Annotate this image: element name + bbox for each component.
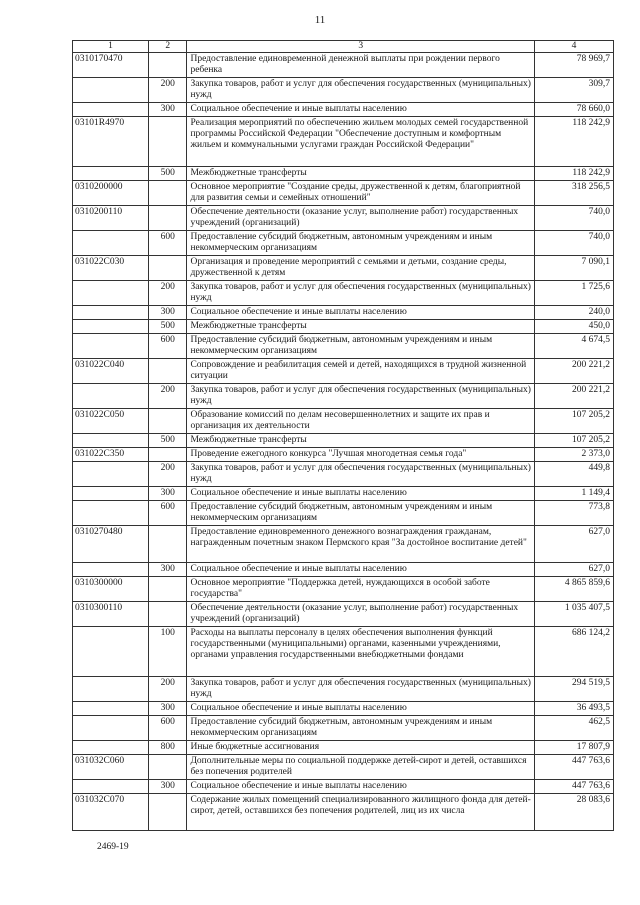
row-amount-cell: 627,0: [534, 526, 613, 563]
row-expense-type-cell: 300: [148, 487, 186, 501]
row-code-cell: [73, 103, 149, 117]
header-cell-3: 3: [187, 41, 534, 53]
row-code-cell: [73, 780, 149, 794]
row-expense-type-cell: [148, 602, 186, 627]
budget-table: [72, 40, 614, 831]
table-row: [73, 755, 614, 780]
table-row: [73, 167, 614, 181]
row-code-cell: 0310170470: [73, 53, 149, 78]
table-row: [73, 359, 614, 384]
row-amount-cell: 447 763,6: [534, 780, 613, 794]
row-name-cell: Предоставление единовременного денежного вознаграждения гражданам, награжденным почетным знаком Пермского края "За достойное воспитание детей": [187, 526, 534, 563]
table-row: [73, 501, 614, 526]
table-row: [73, 577, 614, 602]
row-name-cell: Социальное обеспечение и иные выплаты населению: [187, 487, 534, 501]
row-expense-type-cell: 200: [148, 462, 186, 487]
table-row: [73, 677, 614, 702]
row-name-cell: Предоставление субсидий бюджетным, автономным учреждениям и иным некоммерческим организациям: [187, 334, 534, 359]
table-row: [73, 181, 614, 206]
row-amount-cell: 627,0: [534, 563, 613, 577]
row-expense-type-cell: 800: [148, 741, 186, 755]
row-name-cell: Социальное обеспечение и иные выплаты населению: [187, 702, 534, 716]
table-row: [73, 78, 614, 103]
row-code-cell: 0310300110: [73, 602, 149, 627]
row-amount-cell: 28 083,6: [534, 794, 613, 831]
table-row: [73, 206, 614, 231]
row-name-cell: Иные бюджетные ассигнования: [187, 741, 534, 755]
row-name-cell: Предоставление субсидий бюджетным, автономным учреждениям и иным некоммерческим организациям: [187, 231, 534, 256]
row-amount-cell: 200 221,2: [534, 359, 613, 384]
row-amount-cell: 4 865 859,6: [534, 577, 613, 602]
row-code-cell: [73, 320, 149, 334]
row-expense-type-cell: 300: [148, 780, 186, 794]
row-expense-type-cell: [148, 359, 186, 384]
row-expense-type-cell: [148, 448, 186, 462]
table-row: [73, 448, 614, 462]
row-code-cell: 0310300000: [73, 577, 149, 602]
row-code-cell: [73, 702, 149, 716]
table-row: [73, 487, 614, 501]
row-expense-type-cell: 600: [148, 231, 186, 256]
row-code-cell: [73, 462, 149, 487]
row-expense-type-cell: [148, 206, 186, 231]
row-amount-cell: 200 221,2: [534, 384, 613, 409]
row-code-cell: 031022С350: [73, 448, 149, 462]
table-row: [73, 320, 614, 334]
row-code-cell: 031022С040: [73, 359, 149, 384]
row-code-cell: [73, 334, 149, 359]
row-amount-cell: 78 660,0: [534, 103, 613, 117]
row-code-cell: [73, 677, 149, 702]
row-name-cell: Обеспечение деятельности (оказание услуг, выполнение работ) государственных учреждений (организаций): [187, 206, 534, 231]
row-expense-type-cell: [148, 526, 186, 563]
row-name-cell: Закупка товаров, работ и услуг для обеспечения государственных (муниципальных) нужд: [187, 281, 534, 306]
row-code-cell: [73, 306, 149, 320]
row-expense-type-cell: 300: [148, 103, 186, 117]
row-name-cell: Межбюджетные трансферты: [187, 434, 534, 448]
table-row: [73, 334, 614, 359]
row-expense-type-cell: [148, 755, 186, 780]
row-expense-type-cell: 600: [148, 716, 186, 741]
row-amount-cell: 240,0: [534, 306, 613, 320]
table-row: [73, 434, 614, 448]
table-row: [73, 462, 614, 487]
table-row: [73, 281, 614, 306]
row-name-cell: Социальное обеспечение и иные выплаты населению: [187, 780, 534, 794]
row-amount-cell: 78 969,7: [534, 53, 613, 78]
table-row: [73, 627, 614, 677]
table-row: [73, 794, 614, 831]
row-amount-cell: 449,8: [534, 462, 613, 487]
row-code-cell: 031022С030: [73, 256, 149, 281]
row-name-cell: Предоставление субсидий бюджетным, автономным учреждениям и иным некоммерческим организациям: [187, 716, 534, 741]
row-expense-type-cell: 600: [148, 334, 186, 359]
row-code-cell: [73, 487, 149, 501]
table-row: [73, 103, 614, 117]
row-expense-type-cell: 600: [148, 501, 186, 526]
row-expense-type-cell: [148, 256, 186, 281]
row-code-cell: [73, 741, 149, 755]
row-name-cell: Содержание жилых помещений специализированного жилищного фонда для детей-сирот, детей, оставшихся без попечения родителей, лиц из их числа: [187, 794, 534, 831]
row-code-cell: [73, 434, 149, 448]
table-row: [73, 117, 614, 167]
row-amount-cell: 740,0: [534, 231, 613, 256]
table-row: [73, 741, 614, 755]
row-amount-cell: 36 493,5: [534, 702, 613, 716]
row-amount-cell: 447 763,6: [534, 755, 613, 780]
row-code-cell: [73, 563, 149, 577]
row-amount-cell: 1 035 407,5: [534, 602, 613, 627]
row-name-cell: Реализация мероприятий по обеспечению жильем молодых семей государственной программы Российской Федерации "Обеспечение доступным и комфортным жильем и коммунальными услугами граждан Российской Федерации": [187, 117, 534, 167]
document-number: 2469-19: [97, 842, 129, 852]
row-name-cell: Проведение ежегодного конкурса "Лучшая многодетная семья года": [187, 448, 534, 462]
row-expense-type-cell: 500: [148, 320, 186, 334]
row-name-cell: Дополнительные меры по социальной поддержке детей-сирот и детей, оставшихся без попечения родителей: [187, 755, 534, 780]
header-cell-1: 1: [73, 41, 149, 53]
row-expense-type-cell: 500: [148, 434, 186, 448]
row-name-cell: Расходы на выплаты персоналу в целях обеспечения выполнения функций государственными (муниципальными) органами, казенными учреждениями, органами управления государственными внебюджетными фондами: [187, 627, 534, 677]
row-name-cell: Закупка товаров, работ и услуг для обеспечения государственных (муниципальных) нужд: [187, 78, 534, 103]
row-code-cell: 0310200000: [73, 181, 149, 206]
row-name-cell: Обеспечение деятельности (оказание услуг, выполнение работ) государственных учреждений (организаций): [187, 602, 534, 627]
row-expense-type-cell: 100: [148, 627, 186, 677]
row-amount-cell: 1 725,6: [534, 281, 613, 306]
row-amount-cell: 4 674,5: [534, 334, 613, 359]
row-code-cell: [73, 627, 149, 677]
row-name-cell: Закупка товаров, работ и услуг для обеспечения государственных (муниципальных) нужд: [187, 384, 534, 409]
row-expense-type-cell: [148, 794, 186, 831]
row-name-cell: Межбюджетные трансферты: [187, 167, 534, 181]
row-amount-cell: 107 205,2: [534, 409, 613, 434]
row-amount-cell: 740,0: [534, 206, 613, 231]
header-cell-4: 4: [534, 41, 613, 53]
table-row: [73, 306, 614, 320]
row-code-cell: [73, 167, 149, 181]
table-row: [73, 409, 614, 434]
row-code-cell: 031032С070: [73, 794, 149, 831]
table-row: [73, 526, 614, 563]
row-amount-cell: 309,7: [534, 78, 613, 103]
row-name-cell: Образование комиссий по делам несовершеннолетних и защите их прав и организация их деятельности: [187, 409, 534, 434]
table-row: [73, 384, 614, 409]
row-amount-cell: 462,5: [534, 716, 613, 741]
row-name-cell: Закупка товаров, работ и услуг для обеспечения государственных (муниципальных) нужд: [187, 677, 534, 702]
row-code-cell: [73, 384, 149, 409]
row-expense-type-cell: [148, 181, 186, 206]
row-expense-type-cell: 300: [148, 702, 186, 716]
table-row: [73, 53, 614, 78]
row-expense-type-cell: [148, 53, 186, 78]
row-amount-cell: 107 205,2: [534, 434, 613, 448]
row-code-cell: 0310270480: [73, 526, 149, 563]
page-number: 11: [314, 14, 326, 26]
row-expense-type-cell: 200: [148, 281, 186, 306]
table-header-row: [73, 41, 614, 53]
row-code-cell: 0310200110: [73, 206, 149, 231]
row-amount-cell: 2 373,0: [534, 448, 613, 462]
row-amount-cell: 450,0: [534, 320, 613, 334]
table-row: [73, 716, 614, 741]
row-amount-cell: 1 149,4: [534, 487, 613, 501]
row-expense-type-cell: 500: [148, 167, 186, 181]
row-expense-type-cell: 200: [148, 384, 186, 409]
row-name-cell: Предоставление единовременной денежной выплаты при рождении первого ребенка: [187, 53, 534, 78]
row-expense-type-cell: [148, 409, 186, 434]
row-name-cell: Организация и проведение мероприятий с семьями и детьми, создание среды, дружественной к детям: [187, 256, 534, 281]
row-code-cell: 03101R4970: [73, 117, 149, 167]
table-row: [73, 780, 614, 794]
row-code-cell: [73, 78, 149, 103]
row-expense-type-cell: [148, 577, 186, 602]
table-row: [73, 602, 614, 627]
row-amount-cell: 318 256,5: [534, 181, 613, 206]
row-expense-type-cell: 300: [148, 306, 186, 320]
row-code-cell: [73, 231, 149, 256]
row-name-cell: Социальное обеспечение и иные выплаты населению: [187, 103, 534, 117]
row-name-cell: Основное мероприятие "Поддержка детей, нуждающихся в особой заботе государства": [187, 577, 534, 602]
row-expense-type-cell: 200: [148, 78, 186, 103]
table-row: [73, 256, 614, 281]
table-row: [73, 702, 614, 716]
row-amount-cell: 773,8: [534, 501, 613, 526]
row-amount-cell: 7 090,1: [534, 256, 613, 281]
row-amount-cell: 294 519,5: [534, 677, 613, 702]
row-amount-cell: 17 807,9: [534, 741, 613, 755]
row-code-cell: [73, 501, 149, 526]
row-amount-cell: 686 124,2: [534, 627, 613, 677]
row-name-cell: Сопровождение и реабилитация семей и детей, находящихся в трудной жизненной ситуации: [187, 359, 534, 384]
table-row: [73, 563, 614, 577]
table-row: [73, 231, 614, 256]
row-name-cell: Закупка товаров, работ и услуг для обеспечения государственных (муниципальных) нужд: [187, 462, 534, 487]
row-name-cell: Предоставление субсидий бюджетным, автономным учреждениям и иным некоммерческим организациям: [187, 501, 534, 526]
row-code-cell: [73, 281, 149, 306]
row-code-cell: 031022С050: [73, 409, 149, 434]
row-expense-type-cell: [148, 117, 186, 167]
row-name-cell: Межбюджетные трансферты: [187, 320, 534, 334]
row-name-cell: Социальное обеспечение и иные выплаты населению: [187, 306, 534, 320]
header-cell-2: 2: [148, 41, 186, 53]
row-expense-type-cell: 200: [148, 677, 186, 702]
row-code-cell: [73, 716, 149, 741]
row-expense-type-cell: 300: [148, 563, 186, 577]
row-name-cell: Основное мероприятие "Создание среды, дружественной к детям, благоприятной для развития семьи и семейных отношений": [187, 181, 534, 206]
row-amount-cell: 118 242,9: [534, 167, 613, 181]
row-code-cell: 031032С060: [73, 755, 149, 780]
row-amount-cell: 118 242,9: [534, 117, 613, 167]
row-name-cell: Социальное обеспечение и иные выплаты населению: [187, 563, 534, 577]
